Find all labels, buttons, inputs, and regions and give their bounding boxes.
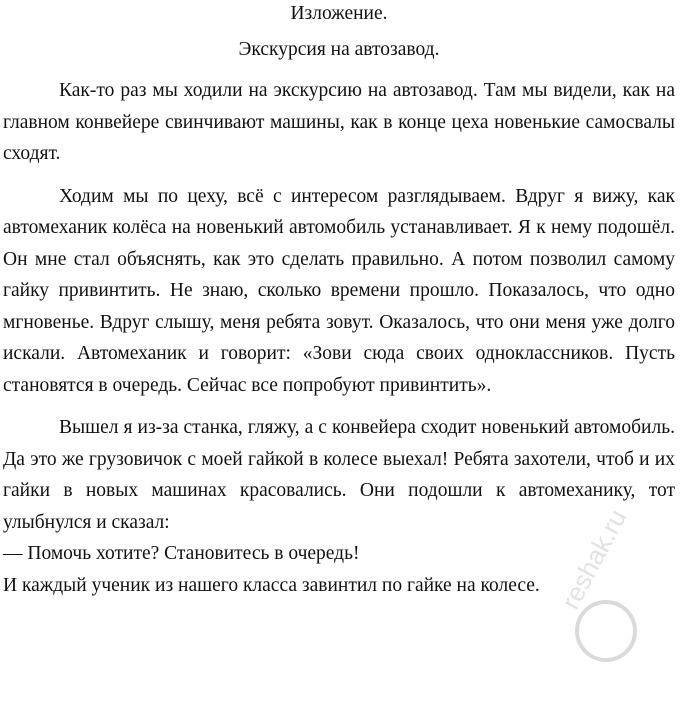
document-title: Изложение. (290, 3, 388, 24)
document-subtitle: Экскурсия на автозавод. (238, 39, 440, 60)
closing-paragraph: И каждый ученик из нашего класса завинтил по гайке на колесе. (3, 574, 540, 596)
paragraph-3: Вышел я из-за станка, гляжу, а с конвейера сходит новенький автомобиль. Да это же грузовичок с моей гайкой в колесе выехал! Ребята захотели, чтоб и их гайки в новых машинах красовались. Они подошли к автомеханику, тот улыбнулся и сказал: (3, 417, 675, 533)
paragraph-1: Как-то раз мы ходили на экскурсию на автозавод. Там мы видели, как на главном конвейере свинчивают машины, как в конце цеха новенькие самосвалы сходят. (3, 80, 675, 164)
dialogue-line: — Помочь хотите? Становитесь в очередь! (3, 543, 360, 564)
paragraph-2: Ходим мы по цеху, всё с интересом разглядываем. Вдруг я вижу, как автомеханик колёса на новенький автомобиль устанавливает. Я к нему подошёл. Он мне стал объяснять, как это сделать правильно. А потом позволил самому гайку привинтить. Не знаю, сколько времени прошло. Показалось, что одно мгновенье. Вдруг слышу, меня ребята зовут. Оказалось, что они меня уже долго искали. Автомеханик и говорит: «Зови сюда своих одноклассников. Пусть становятся в очередь. Сейчас все попробуют привинтить». (3, 185, 675, 396)
watermark-text: reshak.ru (555, 504, 633, 615)
